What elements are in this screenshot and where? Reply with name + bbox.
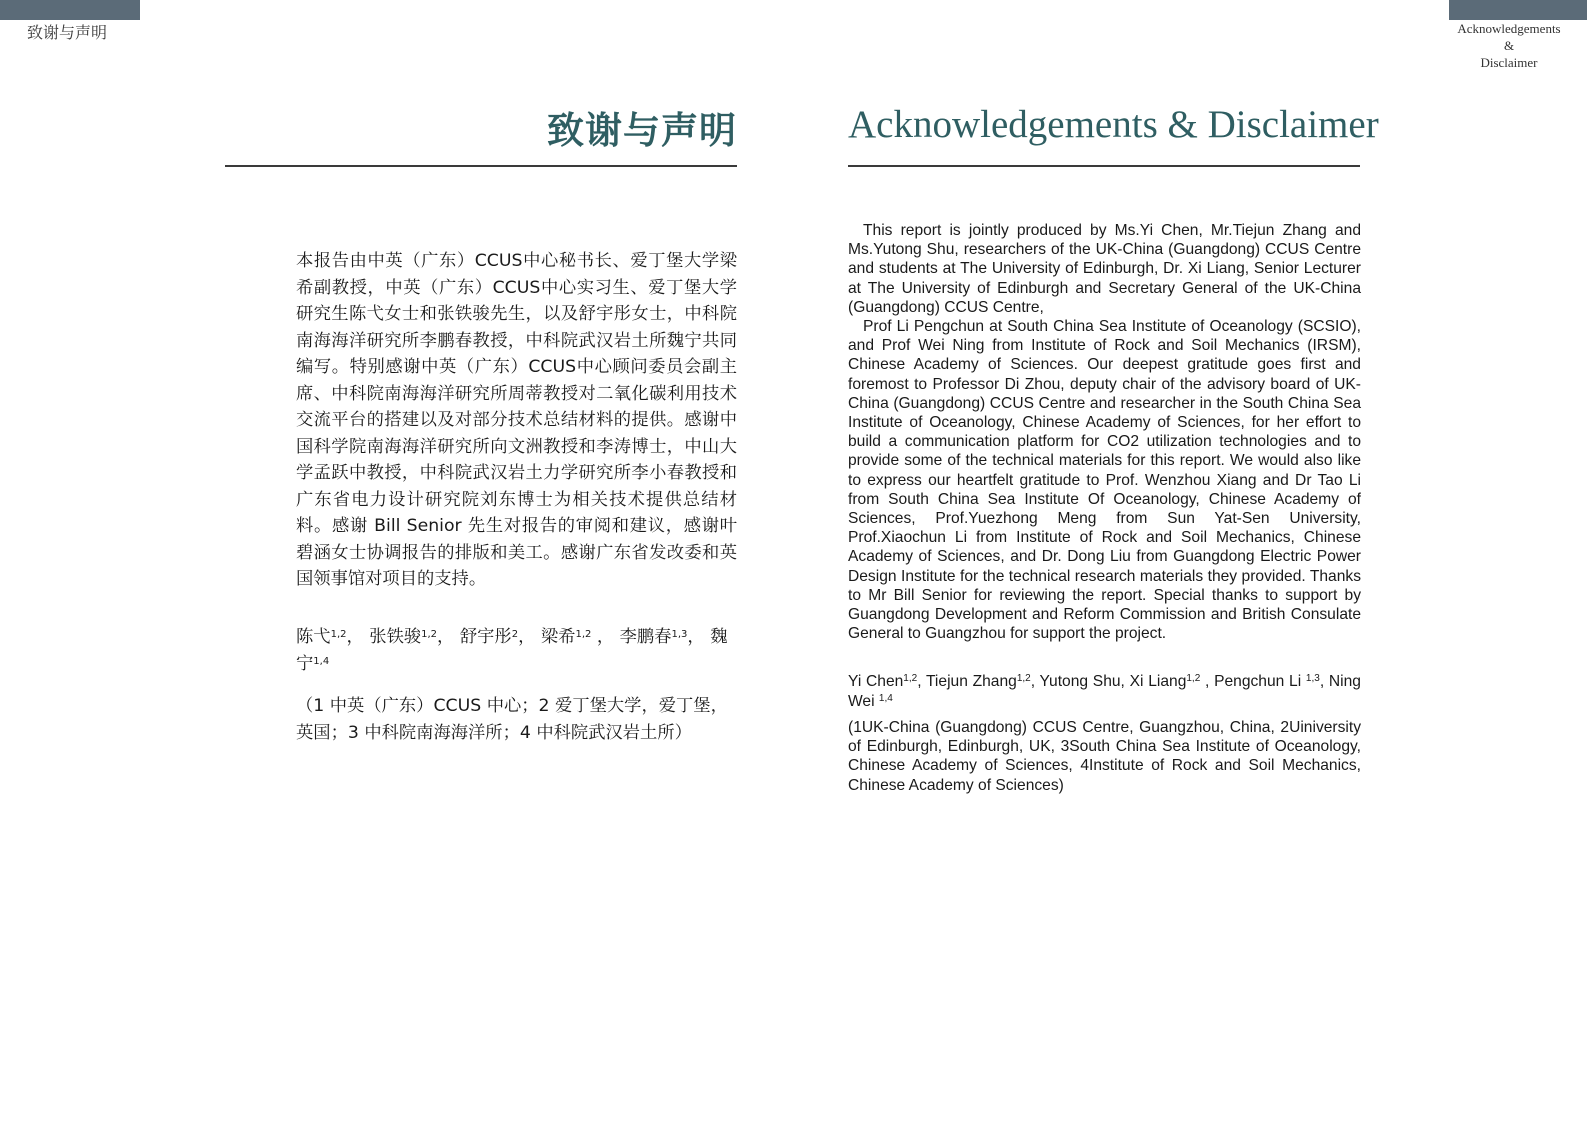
author-separator: ， — [437, 627, 455, 647]
affiliations-cn: （1 中英（广东）CCUS 中心；2 爱丁堡大学，爱丁堡，英国；3 中科院南海海洋所；4 中科院武汉岩土所） — [296, 696, 728, 743]
author-separator: ， — [346, 627, 364, 647]
author-list-en — [848, 672, 1361, 711]
acknowledgement-text-cn: 本报告由中英（广东）CCUS中心秘书长、爱丁堡大学梁希副教授，中英（广东）CCUS中心实习生、爱丁堡大学研究生陈弋女士和张铁骏先生，以及舒宇彤女士，中科院南海海洋研究所李鹏春教授，中科院武汉岩土所魏宁共同编写。特别感谢中英（广东）CCUS中心顾问委员会副主席、中科院南海海洋研究所周蒂教授对二氧化碳利用技术交流平台的搭建以及对部分技术总结材料的提供。感谢中国科学院南海海洋研究所向文洲教授和李涛博士，中山大学孟跃中教授，中科院武汉岩土力学研究所李小春教授和广东省电力设计研究院刘东博士为相关技术提供总结材料。感谢 Bill Senior 先生对报告的审阅和建议，感谢叶碧涵女士协调报告的排版和美工。感谢广东省发改委和英国领事馆对项目的支持。 — [296, 251, 737, 589]
author-cn: 张铁骏 — [369, 627, 422, 647]
page-title-en: Acknowledgements & Disclaimer — [848, 103, 1379, 146]
running-header-en — [1449, 20, 1569, 71]
author-en-affiliation: 1,4 — [878, 692, 893, 704]
author-en: Ning Wei — [848, 673, 1361, 710]
author-cn: 李鹏春 — [619, 627, 672, 647]
author-cn: 舒宇彤 — [459, 627, 512, 647]
running-header-cn: 致谢与声明 — [27, 23, 108, 42]
running-header-en-line3: Disclaimer — [1480, 55, 1538, 70]
acknowledgement-paragraph-en: This report is jointly produced by Ms.Yi Chen, Mr.Tiejun Zhang and Ms.Yutong Shu, researchers of the UK-China (Guangdong) CCUS Centre and students at The University of Edinburgh, Dr. Xi Liang, Senior Lecturer at The University of Edinburgh and Secretary General of the UK-China (Guangdong) CCUS Centre, — [848, 222, 1361, 316]
author-separator: , — [1200, 673, 1215, 690]
running-header-en-line1: Acknowledgements — [1457, 21, 1561, 36]
title-divider-cn — [225, 165, 737, 167]
acknowledgement-paragraph-en: Prof Li Pengchun at South China Sea Institute of Oceanology (SCSIO), and Prof Wei Ning from Institute of Rock and Soil Mechanics (IRSM), Chinese Academy of Sciences. Our deepest gratitude goes first and foremost to Professor Di Zhou, deputy chair of the advisory board of UK-China (Guangdong) CCUS Centre and researcher in the South China Sea Institute of Oceanology, Chinese Academy of Sciences, for her effort to build a communication platform for CO2 utilization technologies and to provide some of the technical materials for this report. We would also like to express our heartfelt gratitude to Prof. Wenzhou Xiang and Dr Tao Li from South China Sea Institute Of Oceanology, Chinese Academy of Sciences, Prof.Yuezhong Meng from Sun Yat-Sen University, Prof.Xiaochun Li from Institute of Rock and Soil Mechanics, Chinese Academy of Sciences, and Dr. Dong Liu from Guangdong Electric Power Design Institute for the technical research materials they provided. Thanks to Mr Bill Senior for reviewing the report. Special thanks to support by Guangdong Development and Reform Commission and British Consulate General to Guangzhou for support the project. — [848, 318, 1361, 643]
author-separator: , — [1319, 673, 1329, 690]
author-en-affiliation: 1,2 — [903, 673, 918, 684]
header-tab-right — [1449, 0, 1587, 20]
author-cn: 陈弋 — [296, 627, 331, 647]
author-cn-affiliation: 1,2 — [330, 629, 347, 640]
author-cn-affiliation: 2 — [511, 629, 519, 640]
author-en: Yutong Shu, Xi Liang — [1039, 673, 1187, 690]
affiliations-en: (1UK-China (Guangdong) CCUS Centre, Guangzhou, China, 2Uiniversity of Edinburgh, Edinburgh, UK, 3South China Sea Institute of Oceanology, Chinese Academy of Sciences, 4Institute of Rock and Soil Mechanics, Chinese Academy of Sciences) — [848, 719, 1361, 794]
author-separator: ， — [518, 627, 536, 647]
author-cn-affiliation: 1,2 — [575, 629, 592, 640]
author-en-affiliation: 1,3 — [1305, 673, 1320, 684]
running-header-en-line2: & — [1503, 38, 1515, 53]
author-en-affiliation: 1,2 — [1016, 673, 1031, 684]
author-en-affiliation: 1,2 — [1186, 673, 1201, 684]
author-cn-affiliation: 1,2 — [421, 629, 438, 640]
author-separator: , — [1030, 673, 1040, 690]
author-cn-affiliation: 1,4 — [313, 656, 330, 667]
title-divider-en — [848, 165, 1360, 167]
author-en: Yi Chen — [848, 673, 904, 690]
author-cn-affiliation: 1,3 — [671, 629, 688, 640]
author-cn: 魏宁 — [296, 627, 728, 674]
header-tab-left — [0, 0, 140, 20]
acknowledgement-text-en — [848, 221, 1361, 643]
author-en: Tiejun Zhang — [925, 673, 1017, 690]
author-separator: , — [917, 673, 926, 690]
page-title-cn: 致谢与声明 — [547, 109, 737, 152]
author-separator: ， — [687, 627, 705, 647]
author-en: Pengchun Li — [1214, 673, 1306, 690]
author-list-cn — [296, 624, 737, 678]
author-separator: ， — [591, 627, 615, 647]
author-cn: 梁希 — [540, 627, 576, 647]
